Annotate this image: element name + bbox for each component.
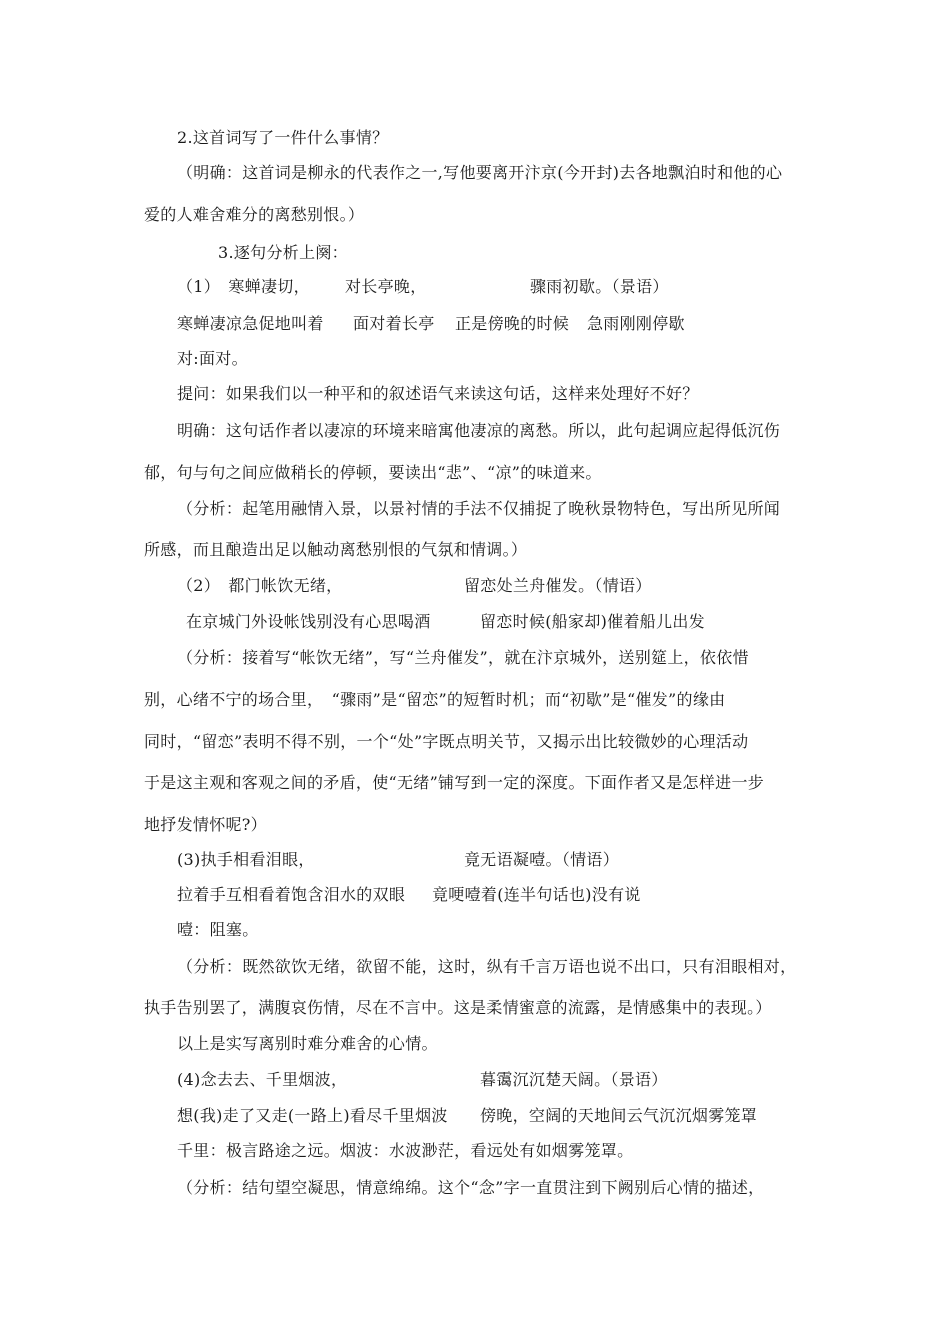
section-heading: 3.逐句分析上阕： <box>218 243 348 262</box>
analysis-3-line2: 执手告别罢了，满腹哀伤情，尽在不言中。这是柔情蜜意的流露，是情感集中的表现。） <box>144 998 772 1017</box>
analysis-2-line2: 别，心绪不宁的场合里， “骤雨”是“留恋”的短暂时机；而“初歇”是“催发”的缘由 <box>144 690 726 709</box>
verse-2-part-a: （2） 都门帐饮无绪， <box>177 576 343 595</box>
translation-4-part-a: 想(我)走了又走(一路上)看尽千里烟波 <box>177 1106 448 1125</box>
verse-2 <box>177 576 652 596</box>
analysis-3-line1: （分析：既然欲饮无绪，欲留不能，这时，纵有千言万语也说不出口，只有泪眼相对， <box>177 957 797 976</box>
analysis-2-line1: （分析：接着写“帐饮无绪”，写“兰舟催发”，就在汴京城外，送别筵上，依依惜 <box>177 648 749 667</box>
translation-3-part-b: 竟哽噎着(连半句话也)没有说 <box>432 885 641 904</box>
verse-1-part-a: （1） 寒蝉凄切， <box>177 277 310 296</box>
verse-4-part-b: 暮霭沉沉楚天阔。（景语） <box>480 1070 668 1089</box>
translation-1-part-a: 寒蝉凄凉急促地叫着 <box>177 314 324 333</box>
translation-1-part-b: 面对着长亭 <box>353 314 435 333</box>
paragraph-answer-q2-line1: （明确：这首词是柳永的代表作之一,写他要离开汴京(今开封)去各地飘泊时和他的心 <box>177 163 783 182</box>
analysis-2-line5: 地抒发情怀呢?） <box>144 815 267 834</box>
verse-3-translation <box>177 885 641 905</box>
verse-3 <box>177 850 620 870</box>
verse-2-translation <box>186 612 705 632</box>
verse-3-part-b: 竟无语凝噎。（情语） <box>464 850 620 869</box>
analysis-2-line4: 于是这主观和客观之间的矛盾，使“无绪”铺写到一定的深度。下面作者又是怎样进一步 <box>144 773 765 792</box>
translation-2-part-a: 在京城门外设帐饯别没有心思喝酒 <box>186 612 431 631</box>
analysis-2-line3: 同时，“留恋”表明不得不别，一个“处”字既点明关节，又揭示出比较微妙的心理活动 <box>144 732 749 751</box>
translation-3-part-a: 拉着手互相看着饱含泪水的双眼 <box>177 885 406 904</box>
translation-2-part-b: 留恋时候(船家却)催着船儿出发 <box>480 612 705 631</box>
verse-1-part-b: 对长亭晚， <box>345 277 427 296</box>
verse-4 <box>177 1070 668 1090</box>
gloss-ye: 噎：阻塞。 <box>177 920 259 939</box>
translation-1-part-c: 正是傍晚的时候 <box>455 314 570 333</box>
verse-2-part-b: 留恋处兰舟催发。（情语） <box>464 576 652 595</box>
answer-line1: 明确：这句话作者以凄凉的环境来暗寓他凄凉的离愁。所以，此句起调应起得低沉伤 <box>177 421 781 440</box>
verse-1 <box>177 277 669 297</box>
verse-4-part-a: (4)念去去、千里烟波， <box>177 1070 348 1089</box>
analysis-1-line2: 所感，而且酿造出足以触动离愁别恨的气氛和情调。） <box>144 540 528 559</box>
gloss-qianli: 千里：极言路途之远。烟波：水波渺茫，看远处有如烟雾笼罩。 <box>177 1141 634 1160</box>
verse-1-part-c: 骤雨初歇。（景语） <box>530 277 669 296</box>
verse-3-part-a: (3)执手相看泪眼， <box>177 850 315 869</box>
translation-4-part-b: 傍晚，空阔的天地间云气沉沉烟雾笼罩 <box>480 1106 758 1125</box>
verse-4-translation <box>177 1106 758 1126</box>
translation-1-part-d: 急雨刚刚停歇 <box>587 314 685 333</box>
gloss-dui: 对:面对。 <box>177 349 248 368</box>
verse-1-translation <box>177 314 685 334</box>
analysis-4-line1: （分析：结句望空凝思，情意绵绵。这个“念”字一直贯注到下阙别后心情的描述， <box>177 1178 765 1197</box>
analysis-1-line1: （分析：起笔用融情入景，以景衬情的手法不仅捕捉了晚秋景物特色，写出所见所闻 <box>177 499 781 518</box>
paragraph-answer-q2-line2: 爱的人难舍难分的离愁别恨。） <box>144 205 365 224</box>
question: 提问：如果我们以一种平和的叙述语气来读这句话，这样来处理好不好？ <box>177 384 699 403</box>
answer-line2: 郁，句与句之间应做稍长的停顿，要读出“悲”、“凉”的味道来。 <box>144 463 602 482</box>
summary: 以上是实写离别时难分难舍的心情。 <box>177 1034 438 1053</box>
paragraph-q2: 2.这首词写了一件什么事情？ <box>177 128 389 147</box>
